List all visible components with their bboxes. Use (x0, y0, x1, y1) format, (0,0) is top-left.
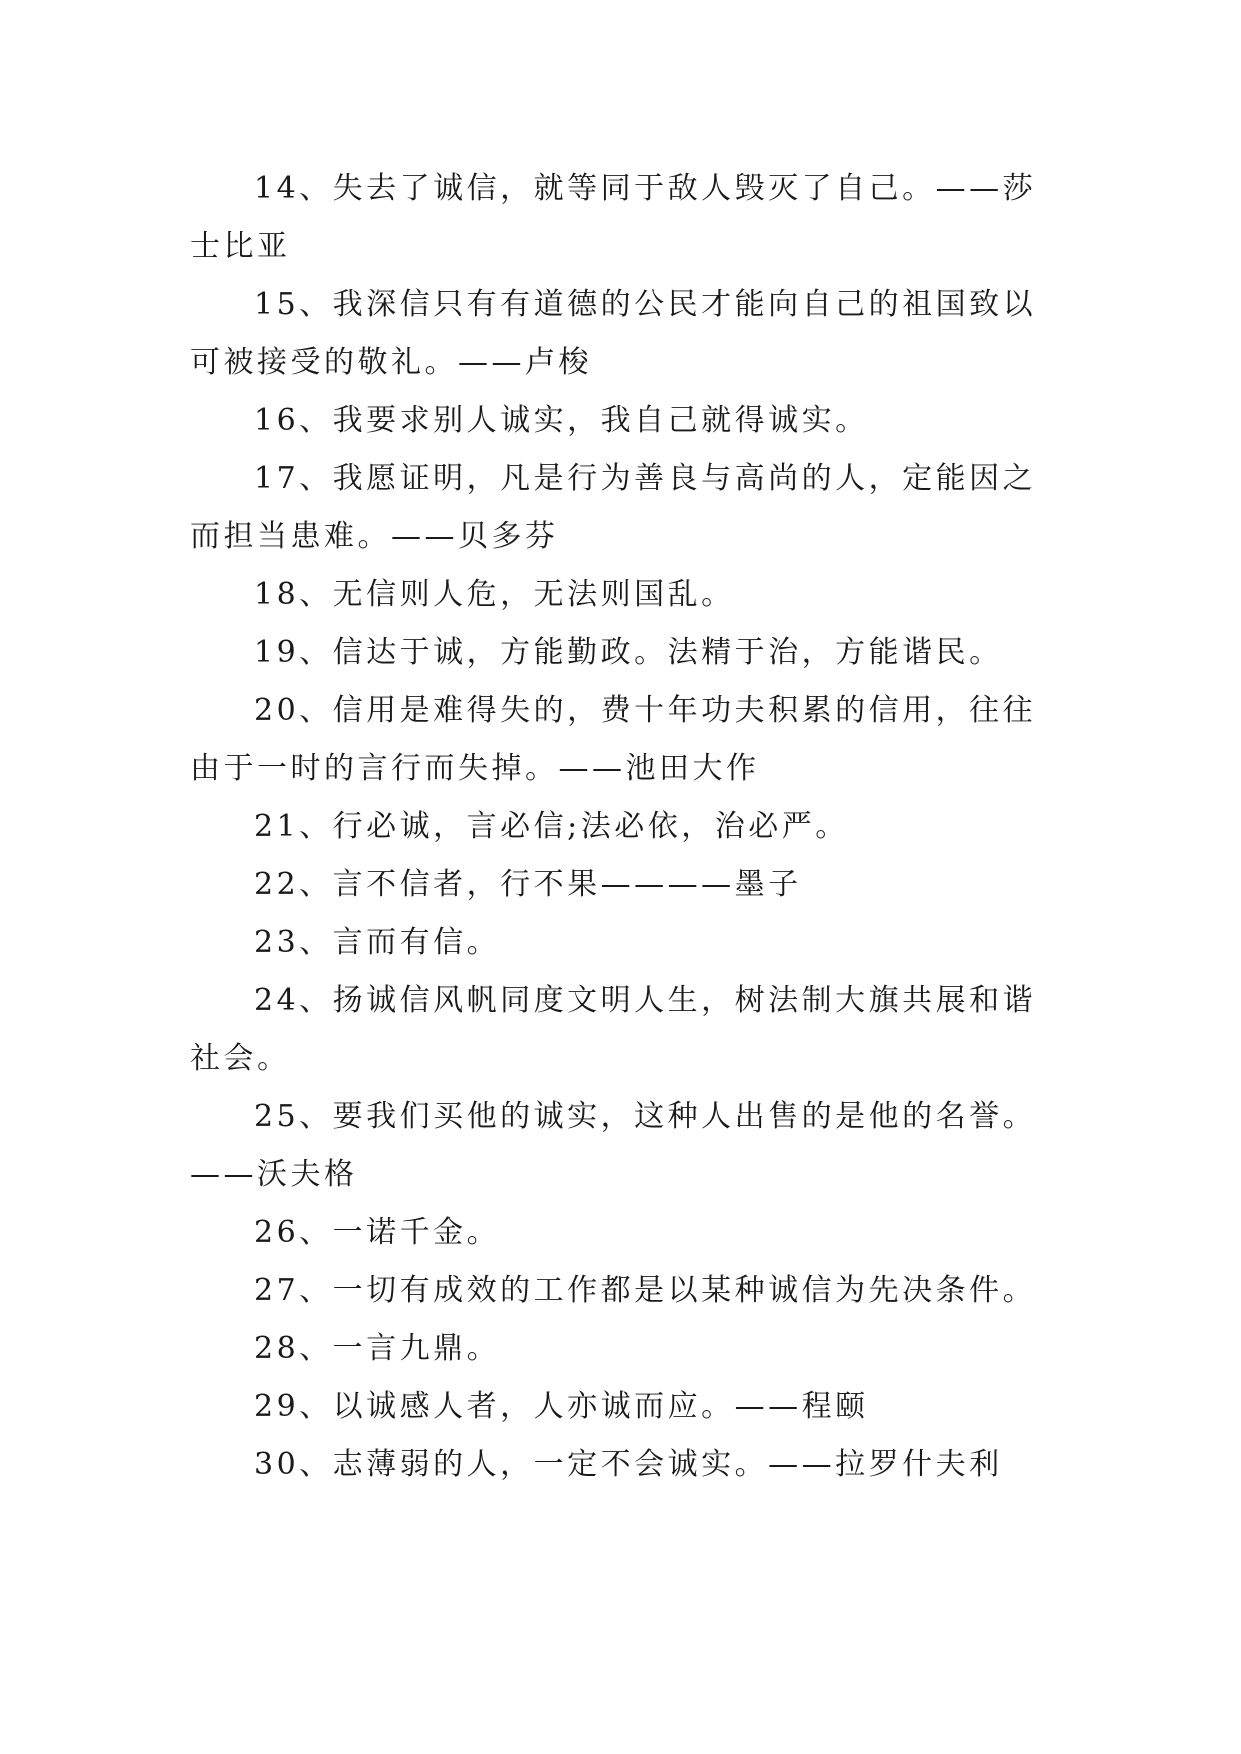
quote-paragraph-14: 14、失去了诚信，就等同于敌人毁灭了自己。——莎士比亚 (190, 171, 1037, 264)
quote-paragraph-15: 15、我深信只有有道德的公民才能向自己的祖国致以可被接受的敬礼。——卢梭 (190, 287, 1037, 380)
quote-paragraph-23: 23、言而有信。 (254, 925, 501, 960)
quote-paragraph-24: 24、扬诚信风帆同度文明人生，树法制大旗共展和谐社会。 (190, 983, 1037, 1076)
quote-paragraph-28: 28、一言九鼎。 (254, 1331, 501, 1366)
quote-paragraph-22: 22、言不信者，行不果————墨子 (254, 867, 802, 902)
quote-paragraph-17: 17、我愿证明，凡是行为善良与高尚的人，定能因之而担当患难。——贝多芬 (190, 461, 1037, 554)
quote-paragraph-16: 16、我要求别人诚实，我自己就得诚实。 (254, 403, 869, 438)
quote-paragraph-21: 21、行必诚，言必信;法必依，治必严。 (254, 809, 849, 844)
quote-paragraph-25: 25、要我们买他的诚实，这种人出售的是他的名誉。——沃夫格 (190, 1099, 1037, 1192)
quote-paragraph-29: 29、以诚感人者，人亦诚而应。——程颐 (254, 1389, 869, 1424)
quote-paragraph-27: 27、一切有成效的工作都是以某种诚信为先决条件。 (254, 1273, 1037, 1308)
document-body (190, 160, 1056, 1494)
quote-paragraph-18: 18、无信则人危，无法则国乱。 (254, 577, 735, 612)
quote-paragraph-26: 26、一诺千金。 (254, 1215, 501, 1250)
quote-paragraph-20: 20、信用是难得失的，费十年功夫积累的信用，往往由于一时的言行而失掉。——池田大作 (190, 693, 1037, 786)
quote-paragraph-19: 19、信达于诚，方能勤政。法精于治，方能谐民。 (254, 635, 1003, 670)
quote-paragraph-30: 30、志薄弱的人，一定不会诚实。——拉罗什夫利 (254, 1447, 1003, 1482)
